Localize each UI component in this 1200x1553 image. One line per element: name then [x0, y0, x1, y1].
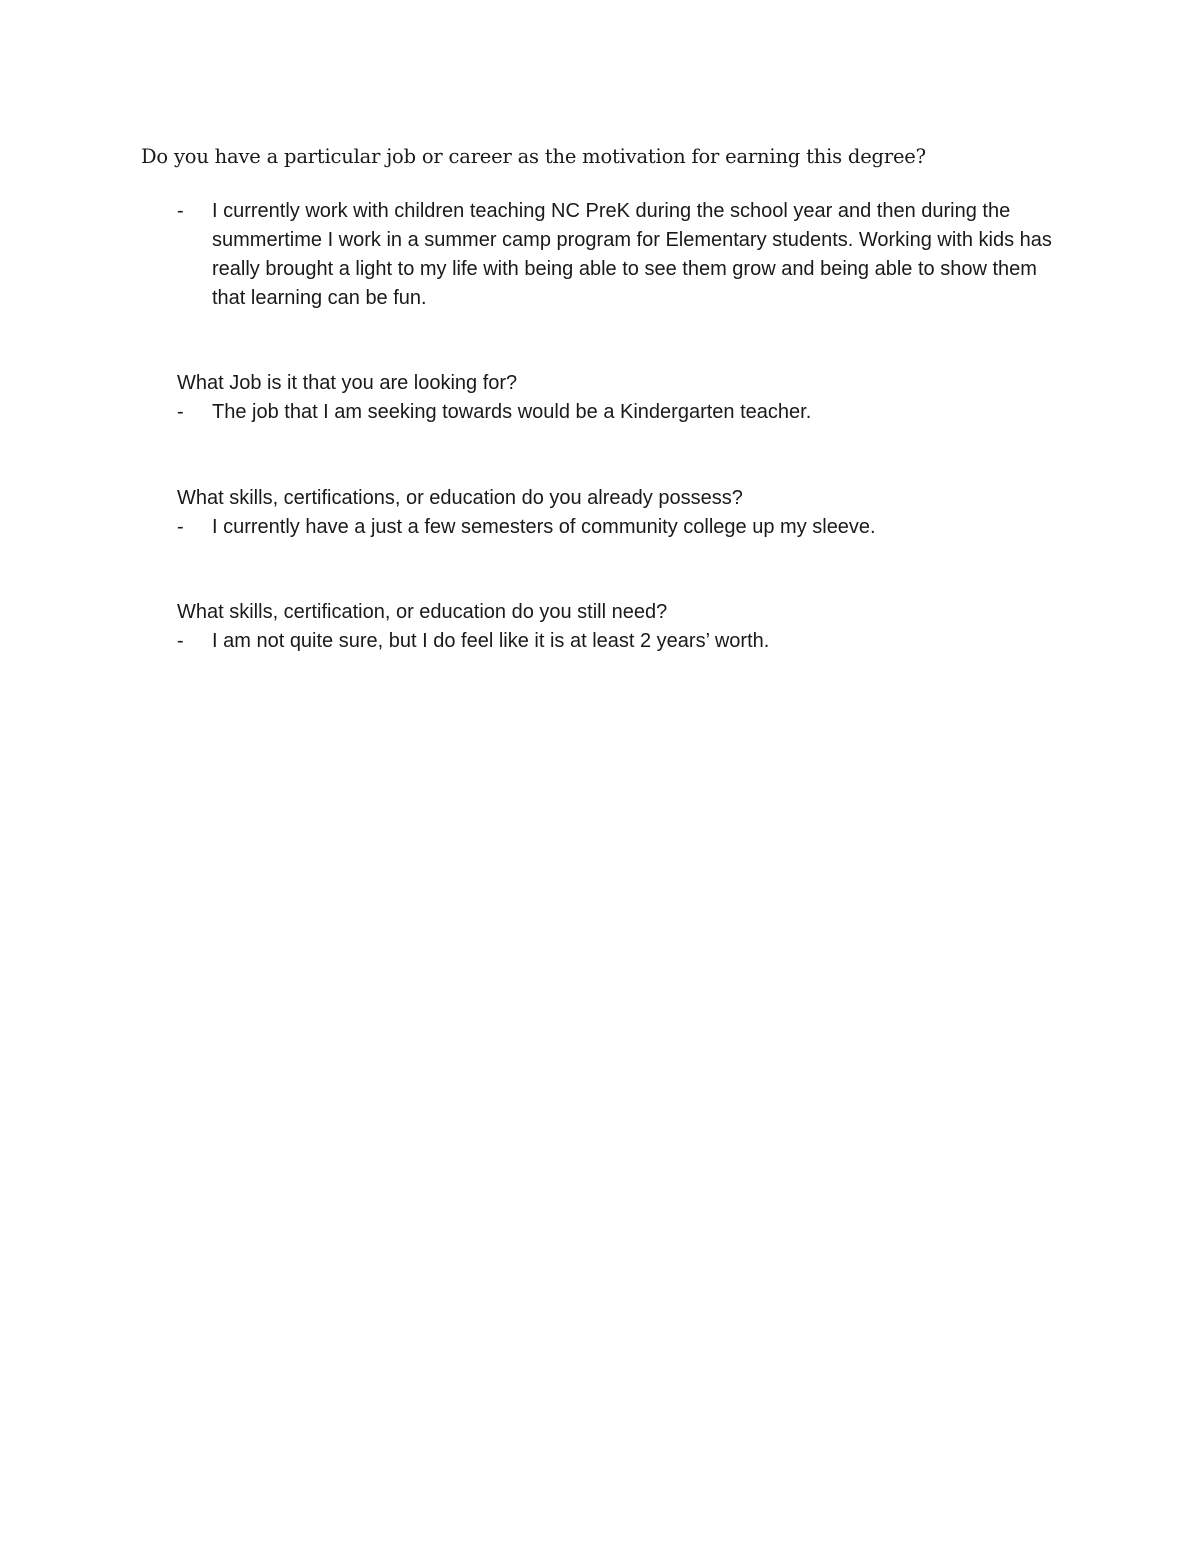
bullet-dash: -	[177, 401, 184, 423]
question-3: What skills, certifications, or education do you already possess?	[177, 487, 743, 509]
answer-4	[177, 627, 1077, 656]
answer-1	[177, 197, 1077, 313]
question-1: Do you have a particular job or career as the motivation for earning this degree?	[141, 145, 926, 168]
answer-4-text: I am not quite sure, but I do feel like it is at least 2 years’ worth.	[212, 630, 770, 652]
bullet-dash: -	[177, 200, 184, 222]
bullet-dash: -	[177, 516, 184, 538]
answer-3	[177, 513, 1077, 542]
question-2: What Job is it that you are looking for?	[177, 372, 518, 394]
question-4: What skills, certification, or education do you still need?	[177, 601, 668, 623]
answer-3-text: I currently have a just a few semesters of community college up my sleeve.	[212, 516, 876, 538]
answer-1-text: I currently work with children teaching NC PreK during the school year and then during the summertime I work in a summer camp program for Elementary students. Working with kids has really brought a light to my life with being able to see them grow and being able to show them that learning can be fun.	[212, 200, 1052, 309]
answer-2	[177, 398, 1077, 427]
answer-2-text: The job that I am seeking towards would be a Kindergarten teacher.	[212, 401, 812, 423]
bullet-dash: -	[177, 630, 184, 652]
